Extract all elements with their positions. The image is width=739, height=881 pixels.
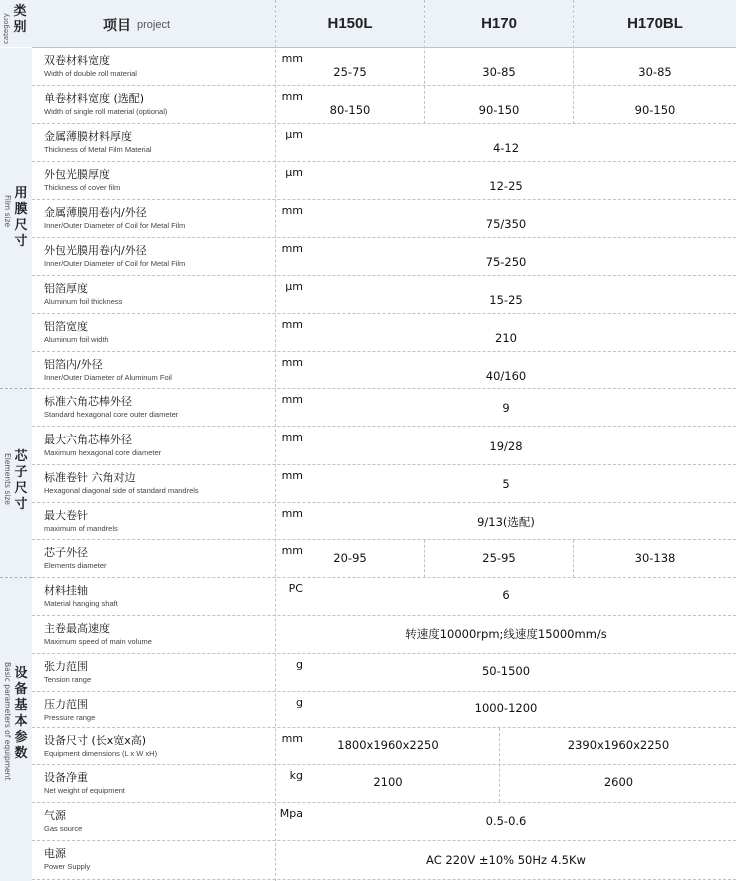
row-divider bbox=[32, 802, 736, 803]
model-header-h170bl: H170BL bbox=[574, 0, 736, 47]
category-char: 参 bbox=[14, 730, 28, 745]
spec-label-en: Net weight of equipment bbox=[44, 786, 125, 795]
grid-line bbox=[424, 540, 425, 577]
spec-label-zh: 标准卷针 六角对边 bbox=[44, 471, 136, 484]
spec-label-en: Maximum speed of main volume bbox=[44, 637, 152, 646]
spec-value: 20-95 bbox=[333, 551, 367, 565]
spec-label-en: Pressure range bbox=[44, 713, 96, 722]
category-label-en: Film size bbox=[3, 195, 12, 228]
spec-value: 25-95 bbox=[482, 551, 516, 565]
spec-value: 30-85 bbox=[482, 65, 516, 79]
spec-unit: mm bbox=[281, 356, 303, 369]
model-header-h150l: H150L bbox=[276, 0, 424, 47]
spec-label-zh: 双卷材料宽度 bbox=[44, 54, 110, 67]
category-header bbox=[0, 0, 32, 47]
spec-value: AC 220V ±10% 50Hz 4.5Kw bbox=[426, 853, 586, 867]
row-divider bbox=[32, 764, 736, 765]
spec-value: 30-85 bbox=[638, 65, 672, 79]
spec-value: 4-12 bbox=[492, 141, 520, 155]
spec-value: 2100 bbox=[373, 775, 403, 789]
spec-label-zh: 芯子外径 bbox=[44, 546, 88, 559]
spec-label-zh: 铝箔厚度 bbox=[44, 282, 88, 295]
category-char: 寸 bbox=[14, 497, 28, 512]
spec-label-en: Inner/Outer Diameter of Aluminum Foil bbox=[44, 373, 172, 382]
spec-row-metal-film-thickness bbox=[32, 124, 736, 161]
spec-value: 0.5-0.6 bbox=[485, 814, 527, 828]
category-char: 芯 bbox=[14, 449, 28, 464]
category-divider bbox=[0, 577, 32, 578]
spec-row-pressure-range bbox=[32, 692, 736, 727]
spec-value: 75/350 bbox=[485, 217, 527, 231]
spec-label-en: Inner/Outer Diameter of Coil for Metal Film bbox=[44, 221, 186, 230]
spec-unit: μm bbox=[285, 166, 303, 179]
row-divider bbox=[32, 653, 736, 654]
spec-unit: g bbox=[296, 696, 303, 709]
spec-value: 5 bbox=[502, 477, 510, 491]
spec-unit: μm bbox=[285, 128, 303, 141]
spec-label-en: Width of single roll material (optional) bbox=[44, 107, 168, 116]
spec-label-en: Thickness of cover film bbox=[44, 183, 121, 192]
spec-row-metal-film-coil-diameter bbox=[32, 200, 736, 237]
model-header-h170: H170 bbox=[425, 0, 573, 47]
spec-value: 1800x1960x2250 bbox=[337, 738, 439, 752]
spec-value: 12-25 bbox=[489, 179, 523, 193]
row-divider bbox=[32, 577, 736, 578]
spec-row-aluminum-foil-thickness bbox=[32, 276, 736, 313]
spec-label-zh: 金属薄膜材料厚度 bbox=[44, 130, 132, 143]
row-divider bbox=[32, 199, 736, 200]
spec-value: 25-75 bbox=[333, 65, 367, 79]
spec-value: 90-150 bbox=[634, 103, 676, 117]
category-char: 数 bbox=[14, 746, 28, 761]
category-char: 尺 bbox=[14, 481, 28, 496]
category-label-en: Elements size bbox=[3, 453, 12, 505]
spec-row-max-mandrel bbox=[32, 503, 736, 539]
spec-unit: mm bbox=[281, 507, 303, 520]
spec-row-net-weight bbox=[32, 765, 736, 802]
row-divider bbox=[32, 237, 736, 238]
spec-label-en: Inner/Outer Diameter of Coil for Metal Film bbox=[44, 259, 186, 268]
spec-label-en: Hexagonal diagonal side of standard mandrels bbox=[44, 486, 199, 495]
spec-unit: mm bbox=[281, 431, 303, 444]
spec-label-en: Width of double roll material bbox=[44, 69, 137, 78]
spec-unit: mm bbox=[281, 732, 303, 745]
category-char: 基 bbox=[14, 698, 28, 713]
category-label-zh bbox=[14, 666, 28, 762]
row-divider bbox=[32, 502, 736, 503]
category-char: 寸 bbox=[14, 234, 28, 249]
grid-line bbox=[275, 0, 276, 881]
row-divider bbox=[32, 123, 736, 124]
spec-value: 40/160 bbox=[485, 369, 527, 383]
row-divider bbox=[32, 426, 736, 427]
spec-label-zh: 铝箔宽度 bbox=[44, 320, 88, 333]
project-header-en: project bbox=[137, 19, 171, 31]
spec-label-en: Power Supply bbox=[44, 862, 91, 871]
category-char: 设 bbox=[14, 666, 28, 681]
spec-value: 210 bbox=[495, 331, 517, 345]
spec-row-power-supply bbox=[32, 841, 736, 879]
row-divider bbox=[32, 161, 736, 162]
spec-label-zh: 最大卷针 bbox=[44, 509, 88, 522]
spec-label-zh: 压力范围 bbox=[44, 698, 88, 711]
spec-label-zh: 主卷最高速度 bbox=[44, 622, 110, 635]
category-char: 膜 bbox=[14, 202, 28, 217]
spec-label-en: Aluminum foil width bbox=[44, 335, 109, 344]
row-divider bbox=[32, 840, 736, 841]
row-divider bbox=[32, 388, 736, 389]
category-basic-parameters bbox=[0, 578, 32, 881]
spec-row-cover-film-coil-diameter bbox=[32, 238, 736, 275]
spec-value: 50-1500 bbox=[481, 664, 531, 678]
spec-label-zh: 电源 bbox=[44, 847, 66, 860]
category-char: 尺 bbox=[14, 218, 28, 233]
spec-label-en: Aluminum foil thickness bbox=[44, 297, 123, 306]
row-divider bbox=[32, 464, 736, 465]
row-divider bbox=[32, 879, 736, 880]
spec-row-aluminum-foil-width bbox=[32, 314, 736, 351]
spec-label-en: Standard hexagonal core outer diameter bbox=[44, 410, 179, 419]
spec-label-en: Tension range bbox=[44, 675, 92, 684]
spec-value: 90-150 bbox=[478, 103, 520, 117]
category-char: 用 bbox=[14, 186, 28, 201]
spec-value: 2390x1960x2250 bbox=[567, 738, 670, 752]
spec-row-elements-diameter bbox=[32, 540, 736, 577]
spec-value: 75-250 bbox=[485, 255, 527, 269]
spec-row-max-hex-core bbox=[32, 427, 736, 464]
grid-line bbox=[499, 728, 500, 802]
spec-value: 6 bbox=[502, 588, 510, 602]
header-divider bbox=[32, 47, 736, 48]
category-header-char: 别 bbox=[13, 20, 27, 35]
spec-label-en: Thickness of Metal Film Material bbox=[44, 145, 152, 154]
spec-unit: mm bbox=[281, 204, 303, 217]
spec-row-equipment-dimensions bbox=[32, 728, 736, 764]
row-divider bbox=[32, 351, 736, 352]
spec-row-tension-range bbox=[32, 654, 736, 691]
spec-label-en: Equipment dimensions (L x W xH) bbox=[44, 749, 158, 758]
spec-value: 9/13(选配) bbox=[477, 515, 535, 529]
spec-unit: Mpa bbox=[279, 807, 303, 820]
spec-row-gas-source bbox=[32, 803, 736, 840]
spec-row-standard-hex-core bbox=[32, 389, 736, 426]
category-header-char: 类 bbox=[13, 4, 27, 19]
row-divider bbox=[32, 275, 736, 276]
spec-row-aluminum-foil-diameter bbox=[32, 352, 736, 388]
spec-value: 9 bbox=[502, 401, 510, 415]
row-divider bbox=[32, 727, 736, 728]
category-label-zh bbox=[14, 186, 28, 250]
spec-label-zh: 气源 bbox=[44, 809, 66, 822]
spec-value: 1000-1200 bbox=[474, 701, 538, 715]
grid-line bbox=[573, 0, 574, 124]
spec-unit: mm bbox=[281, 52, 303, 65]
row-divider bbox=[32, 313, 736, 314]
spec-value: 80-150 bbox=[329, 103, 371, 117]
spec-unit: mm bbox=[281, 318, 303, 331]
spec-label-zh: 单卷材料宽度 (选配) bbox=[44, 92, 145, 105]
spec-label-en: maximum of mandrels bbox=[44, 524, 118, 533]
category-header-en: category bbox=[2, 13, 10, 44]
spec-unit: mm bbox=[281, 90, 303, 103]
grid-line bbox=[424, 0, 425, 124]
category-film-size bbox=[0, 48, 32, 388]
spec-row-double-roll-width bbox=[32, 48, 736, 85]
row-divider bbox=[32, 85, 736, 86]
category-label-en: Basic parameters of equipment bbox=[3, 662, 12, 781]
spec-unit: mm bbox=[281, 242, 303, 255]
spec-label-zh: 设备尺寸 (长x宽x高) bbox=[44, 734, 147, 747]
row-divider bbox=[32, 691, 736, 692]
category-elements-size bbox=[0, 389, 32, 577]
spec-unit: PC bbox=[288, 582, 303, 595]
spec-value: 19/28 bbox=[489, 439, 523, 453]
spec-unit: mm bbox=[281, 469, 303, 482]
spec-label-en: Maximum hexagonal core diameter bbox=[44, 448, 162, 457]
category-divider bbox=[0, 388, 32, 389]
spec-label-zh: 金属薄膜用卷内/外径 bbox=[44, 206, 147, 219]
spec-unit: mm bbox=[281, 393, 303, 406]
spec-label-zh: 标准六角芯棒外径 bbox=[44, 395, 132, 408]
spec-label-en: Elements diameter bbox=[44, 561, 107, 570]
spec-label-zh: 张力范围 bbox=[44, 660, 88, 673]
spec-label-en: Material hanging shaft bbox=[44, 599, 118, 608]
spec-value: 30-138 bbox=[634, 551, 676, 565]
spec-label-zh: 外包光膜用卷内/外径 bbox=[44, 244, 147, 257]
spec-unit: μm bbox=[285, 280, 303, 293]
spec-row-material-shaft bbox=[32, 578, 736, 615]
row-divider bbox=[32, 615, 736, 616]
project-header bbox=[32, 0, 275, 47]
spec-row-standard-mandrel bbox=[32, 465, 736, 502]
row-divider bbox=[32, 539, 736, 540]
category-char: 本 bbox=[14, 714, 28, 729]
spec-row-cover-film-thickness bbox=[32, 162, 736, 199]
spec-unit: mm bbox=[281, 544, 303, 557]
category-char: 子 bbox=[14, 465, 28, 480]
category-header-zh bbox=[13, 4, 27, 36]
spec-label-en: Gas source bbox=[44, 824, 83, 833]
category-char: 备 bbox=[14, 682, 28, 697]
spec-label-zh: 设备净重 bbox=[44, 771, 88, 784]
spec-value: 2600 bbox=[603, 775, 634, 789]
spec-unit: g bbox=[296, 658, 303, 671]
spec-unit: kg bbox=[289, 769, 303, 782]
spec-label-zh: 最大六角芯棒外径 bbox=[44, 433, 132, 446]
spec-row-single-roll-width bbox=[32, 86, 736, 123]
spec-label-zh: 材料挂轴 bbox=[44, 584, 88, 597]
spec-value: 15-25 bbox=[489, 293, 523, 307]
spec-row-max-speed bbox=[32, 616, 736, 653]
project-header-zh: 项目 bbox=[103, 18, 131, 34]
spec-label-zh: 铝箔内/外径 bbox=[44, 358, 103, 371]
category-label-zh bbox=[14, 449, 28, 513]
grid-line bbox=[573, 540, 574, 577]
spec-value: 转速度10000rpm;线速度15000mm/s bbox=[405, 627, 607, 641]
spec-label-zh: 外包光膜厚度 bbox=[44, 168, 110, 181]
